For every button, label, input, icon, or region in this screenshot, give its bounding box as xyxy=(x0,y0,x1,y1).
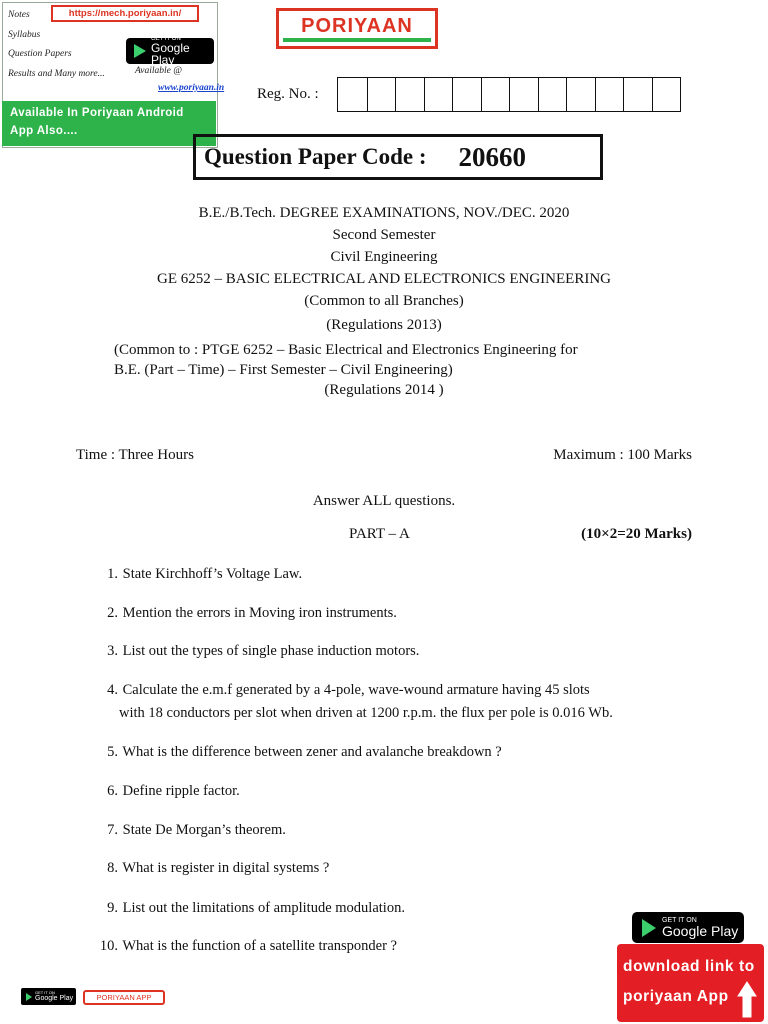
qpc-code: 20660 xyxy=(458,141,527,172)
question-number: 5. xyxy=(107,744,118,760)
question-number: 10. xyxy=(99,938,118,954)
play-store-icon xyxy=(642,919,656,937)
reg-no-cell xyxy=(652,78,681,111)
question-text-continued: with 18 conductors per slot when driven at 1200 r.p.m. the flux per pole is 0.016 Wb. xyxy=(119,705,613,721)
branch: Civil Engineering xyxy=(330,249,438,265)
reg-no-cell xyxy=(481,78,510,111)
gp-big-text: Google Play xyxy=(151,41,190,67)
regulations-2014: (Regulations 2014 ) xyxy=(324,382,444,398)
question-number: 4. xyxy=(107,682,118,698)
regulations-2013: (Regulations 2013) xyxy=(326,317,442,333)
exam-title: B.E./B.Tech. DEGREE EXAMINATIONS, NOV./DEC. 2020 xyxy=(198,205,570,221)
reg-no-cell xyxy=(367,78,396,111)
reg-no-cell xyxy=(538,78,567,111)
qpc-label: Question Paper Code : xyxy=(204,144,427,169)
reg-no-cell xyxy=(424,78,453,111)
promo-item-results[interactable]: Results and Many more... xyxy=(8,68,105,79)
android-app-banner[interactable]: Available In Poriyaan Android App Also.... xyxy=(2,101,216,146)
promo-item-question-papers[interactable]: Question Papers xyxy=(8,49,72,59)
arrow-up-icon xyxy=(736,980,758,1020)
question-text: Mention the errors in Moving iron instruments. xyxy=(122,605,397,621)
common-note-line2: B.E. (Part – Time) – First Semester – Civil Engineering) xyxy=(114,362,453,378)
reg-no-cell xyxy=(338,78,367,111)
question-text: Calculate the e.m.f generated by a 4-pole, wave-wound armature having 45 slots xyxy=(122,682,590,698)
question-item xyxy=(86,640,706,663)
question-item xyxy=(86,780,706,803)
gp-big-text: Google Play xyxy=(35,995,74,1002)
promo-item-syllabus[interactable]: Syllabus xyxy=(8,29,41,40)
google-play-badge-small[interactable] xyxy=(21,988,76,1005)
question-number: 6. xyxy=(107,783,118,799)
max-marks-label: Maximum : 100 Marks xyxy=(553,447,692,463)
question-number: 3. xyxy=(107,643,118,659)
question-text: What is the function of a satellite transponder ? xyxy=(122,938,397,954)
time-label: Time : Three Hours xyxy=(76,447,194,463)
course-title: GE 6252 – BASIC ELECTRICAL AND ELECTRONICS ENGINEERING xyxy=(156,271,611,287)
question-text: State De Morgan’s theorem. xyxy=(122,822,286,838)
question-text: What is the difference between zener and avalanche breakdown ? xyxy=(122,744,502,760)
question-item xyxy=(86,819,706,842)
instruction: Answer ALL questions. xyxy=(312,493,456,509)
question-text: List out the types of single phase induction motors. xyxy=(122,643,420,659)
gp-small-text: GET IT ON xyxy=(151,36,181,42)
promo-available-text: Available @ xyxy=(135,66,182,76)
question-item xyxy=(86,602,706,625)
play-store-icon xyxy=(134,44,146,58)
promo-item-notes[interactable]: Notes xyxy=(8,10,30,20)
reg-no-cell xyxy=(509,78,538,111)
question-text: List out the limitations of amplitude modulation. xyxy=(122,900,405,916)
question-paper-code-box xyxy=(193,134,603,180)
poriyaan-app-button[interactable]: PORIYAAN APP xyxy=(83,990,165,1005)
common-branches: (Common to all Branches) xyxy=(304,293,464,309)
question-item xyxy=(86,679,706,702)
download-line1: download link to xyxy=(623,958,755,975)
poriyaan-logo[interactable] xyxy=(276,8,438,49)
promo-website-link[interactable]: www.poriyaan.in xyxy=(158,83,225,93)
reg-no-cell xyxy=(595,78,624,111)
part-label: PART – A xyxy=(349,526,410,542)
reg-no-cell xyxy=(395,78,424,111)
gp-big-text: Google Play xyxy=(662,923,739,939)
reg-no-cell xyxy=(452,78,481,111)
question-text: State Kirchhoff’s Voltage Law. xyxy=(122,566,303,582)
question-number: 9. xyxy=(107,900,118,916)
question-item xyxy=(86,857,706,880)
question-text: Define ripple factor. xyxy=(122,783,240,799)
download-line2: poriyaan App xyxy=(623,988,729,1005)
reg-no-boxes xyxy=(337,77,681,112)
common-note-line1: (Common to : PTGE 6252 – Basic Electrical and Electronics Engineering for xyxy=(114,342,578,358)
question-number: 7. xyxy=(107,822,118,838)
google-play-badge-large[interactable] xyxy=(632,912,744,943)
question-number: 2. xyxy=(107,605,118,621)
gp-small-text: GET IT ON xyxy=(662,917,697,924)
reg-no-cell xyxy=(566,78,595,111)
logo-text: PORIYAAN xyxy=(301,15,413,37)
question-number: 1. xyxy=(107,566,118,582)
reg-no-cell xyxy=(623,78,652,111)
gp-small-text: GET IT ON xyxy=(35,990,55,995)
logo-underline xyxy=(283,38,431,42)
part-marks: (10×2=20 Marks) xyxy=(581,526,692,542)
question-item xyxy=(86,897,706,920)
reg-no-label: Reg. No. : xyxy=(257,86,319,102)
play-store-icon xyxy=(26,993,32,1001)
question-item xyxy=(86,935,706,958)
question-text: What is register in digital systems ? xyxy=(122,860,330,876)
semester: Second Semester xyxy=(332,227,436,243)
promo-url-link[interactable]: https://mech.poriyaan.in/ xyxy=(51,5,199,22)
question-item xyxy=(86,741,706,764)
google-play-badge[interactable] xyxy=(126,36,214,67)
question-item xyxy=(86,563,706,586)
question-number: 8. xyxy=(107,860,118,876)
